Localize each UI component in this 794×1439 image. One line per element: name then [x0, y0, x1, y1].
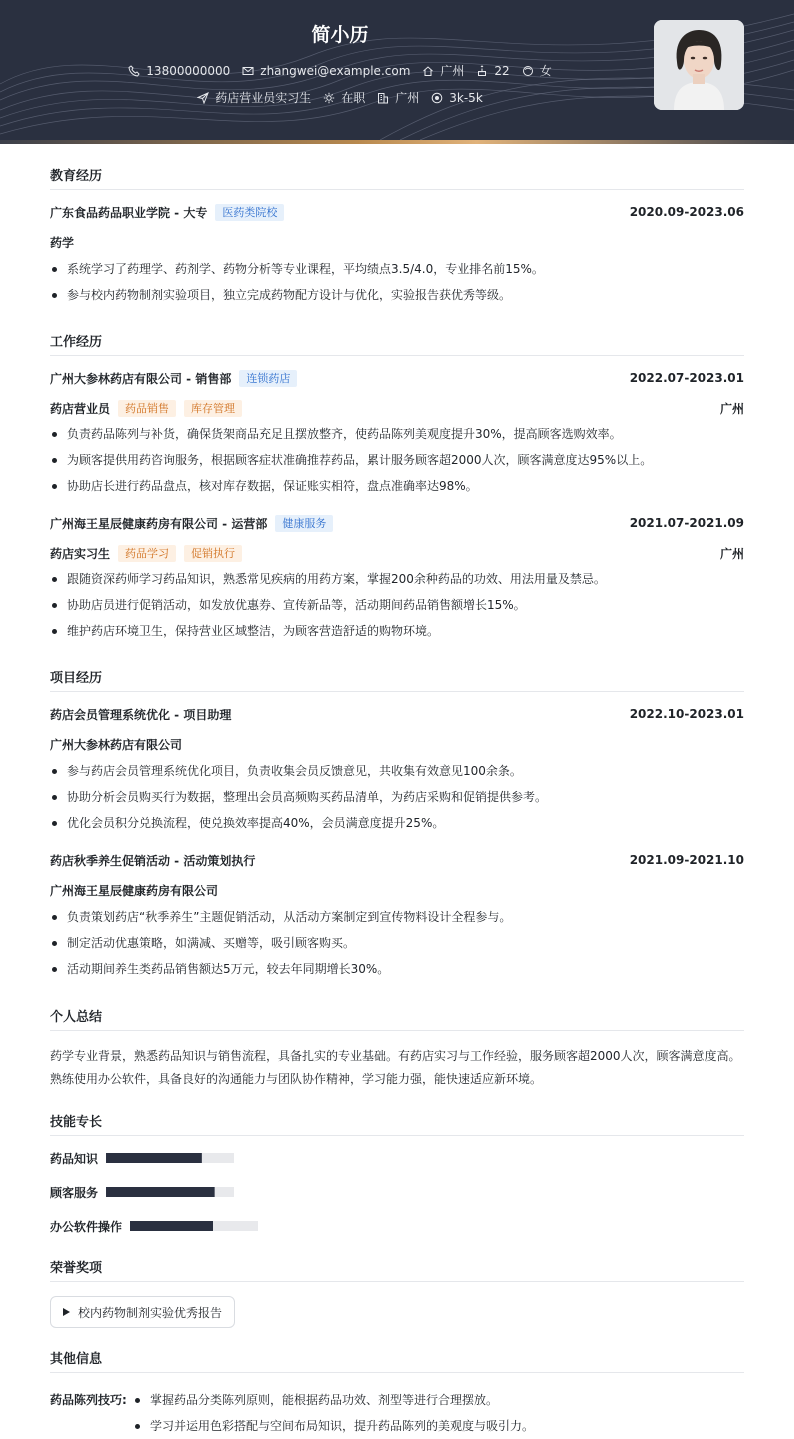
list-item: 协助分析会员购买行为数据，整理出会员高频购买药品清单，为药店采购和促销提供参考。 — [50, 784, 744, 810]
list-item: 学习并运用色彩搭配与空间布局知识，提升药品陈列的美观度与吸引力。 — [133, 1413, 534, 1439]
project-org: 广州海王星辰健康药房有限公司 — [50, 884, 219, 898]
list-item: 协助店长进行药品盘点，核对库存数据，保证账实相符，盘点准确率达98%。 — [50, 473, 744, 499]
status-text: 在职 — [341, 91, 366, 105]
other-title: 其他信息 — [50, 1348, 744, 1373]
list-item: 维护药店环境卫生，保持营业区域整洁，为顾客营造舒适的购物环境。 — [50, 618, 744, 644]
job-intent-item — [197, 89, 311, 106]
work-city-item — [377, 89, 419, 106]
mail-icon — [242, 65, 254, 77]
email-text: zhangwei@example.com — [260, 63, 411, 78]
phone-text: 13800000000 — [146, 63, 231, 78]
other-item — [50, 1387, 744, 1439]
project-bullets — [50, 758, 744, 836]
skill-name: 药品知识 — [50, 1151, 99, 1166]
skill-bar — [130, 1221, 258, 1231]
skill-bar-fill — [106, 1187, 215, 1197]
candidate-name: 简小历 — [311, 24, 369, 46]
status-icon — [323, 92, 335, 104]
skill-name: 顾客服务 — [50, 1185, 99, 1200]
avatar-portrait — [654, 20, 744, 110]
status-item — [323, 89, 365, 106]
list-item: 负责策划药店“秋季养生”主题促销活动，从活动方案制定到宣传物料设计全程参与。 — [50, 904, 744, 930]
work-bullets — [50, 421, 744, 499]
role-tag: 促销执行 — [184, 545, 242, 562]
skill-bar — [106, 1187, 234, 1197]
role-row — [50, 400, 744, 416]
role-tag: 库存管理 — [184, 400, 242, 417]
age-item — [476, 64, 509, 78]
skill-bar — [106, 1153, 234, 1163]
summary-title: 个人总结 — [50, 1006, 744, 1031]
list-item: 跟随资深药师学习药品知识，熟悉常见疾病的用药方案，掌握200余种药品的功效、用法用量及禁忌。 — [50, 566, 744, 592]
education-title: 教育经历 — [50, 165, 744, 190]
age-icon — [476, 65, 488, 77]
work-bullets — [50, 566, 744, 644]
summary-section — [50, 1006, 744, 1091]
role-tag: 药品销售 — [118, 400, 176, 417]
awards-title: 荣誉奖项 — [50, 1257, 744, 1282]
other-section — [50, 1348, 744, 1439]
list-item: 掌握药品分类陈列原则，能根据药品功效、剂型等进行合理摆放。 — [133, 1387, 534, 1413]
list-item: 参与药店会员管理系统优化项目，负责收集会员反馈意见，共收集有效意见100余条。 — [50, 758, 744, 784]
project-section — [50, 667, 744, 982]
gender-item — [522, 62, 552, 79]
age-text: 22 — [494, 63, 510, 78]
education-row — [50, 204, 744, 220]
location-text: 广州 — [440, 64, 465, 78]
project-name: 药店秋季养生促销活动 - 活动策划执行 — [50, 853, 256, 868]
phone-icon — [128, 65, 140, 77]
company-tag: 健康服务 — [275, 515, 333, 532]
gender-text: 女 — [539, 64, 552, 78]
intent-row — [0, 89, 680, 106]
skill-item — [50, 1218, 403, 1234]
project-row — [50, 706, 744, 722]
company-name: 广州大参林药店有限公司 - 销售部 — [50, 371, 232, 386]
role-tag: 药品学习 — [118, 545, 176, 562]
skill-bar-fill — [106, 1153, 202, 1163]
role-name: 药店营业员 — [50, 401, 111, 416]
list-item: 为顾客提供用药咨询服务，根据顾客症状准确推荐药品，累计服务顾客超2000人次，顾客满意度达95%以上。 — [50, 447, 744, 473]
resume-body — [50, 144, 744, 1439]
other-bullets — [133, 1387, 534, 1439]
work-date: 2022.07-2023.01 — [629, 371, 744, 385]
salary-item — [431, 91, 483, 105]
job-intent-text: 药店营业员实习生 — [215, 91, 312, 105]
project-date: 2021.09-2021.10 — [629, 853, 744, 867]
caret-right-icon — [63, 1308, 70, 1316]
summary-text: 药学专业背景，熟悉药品知识与销售流程，具备扎实的专业基础。有药店实习与工作经验，服务顾客超2000人次，顾客满意度高。熟练使用办公软件，具备良好的沟通能力与团队协作精神，学习能力强，能快速适应新环境。 — [50, 1049, 741, 1086]
list-item: 协助店员进行促销活动，如发放优惠券、宣传新品等，活动期间药品销售额增长15%。 — [50, 592, 744, 618]
project-org: 广州大参林药店有限公司 — [50, 738, 183, 752]
project-title: 项目经历 — [50, 667, 744, 692]
work-title: 工作经历 — [50, 331, 744, 356]
salary-icon — [431, 92, 443, 104]
education-bullets — [50, 256, 744, 308]
work-city-text: 广州 — [395, 91, 420, 105]
skill-item — [50, 1184, 403, 1200]
major: 药学 — [50, 236, 75, 250]
award-text: 校内药物制剂实验优秀报告 — [78, 1305, 223, 1320]
resume-header — [0, 0, 794, 140]
project-date: 2022.10-2023.01 — [629, 707, 744, 721]
awards-section — [50, 1257, 744, 1328]
skill-name: 办公软件操作 — [50, 1219, 123, 1234]
work-row — [50, 515, 744, 531]
education-date: 2020.09-2023.06 — [629, 205, 744, 219]
email-item — [242, 64, 410, 78]
other-label: 药品陈列技巧: — [50, 1393, 127, 1407]
list-item: 负责药品陈列与补货，确保货架商品充足且摆放整齐，使药品陈列美观度提升30%，提高顾客选购效率。 — [50, 421, 744, 447]
gender-icon — [522, 65, 534, 77]
work-row — [50, 370, 744, 386]
phone-item — [128, 64, 230, 78]
school-tag: 医药类院校 — [215, 204, 284, 221]
skills-section — [50, 1111, 744, 1252]
building-icon — [377, 92, 389, 104]
send-icon — [197, 92, 209, 104]
company-name: 广州海王星辰健康药房有限公司 - 运营部 — [50, 516, 268, 531]
skill-item — [50, 1150, 403, 1166]
list-item: 系统学习了药理学、药剂学、药物分析等专业课程，平均绩点3.5/4.0，专业排名前15%。 — [50, 256, 744, 282]
work-city: 广州 — [719, 401, 744, 416]
list-item: 优化会员积分兑换流程，使兑换效率提高40%，会员满意度提升25%。 — [50, 810, 744, 836]
award-toggle[interactable] — [50, 1296, 235, 1328]
role-row — [50, 545, 744, 561]
salary-text: 3k-5k — [449, 90, 483, 105]
school-name: 广东食品药品职业学院 - 大专 — [50, 205, 208, 220]
skills-list — [50, 1150, 744, 1252]
work-section — [50, 331, 744, 644]
list-item: 参与校内药物制剂实验项目，独立完成药物配方设计与优化，实验报告获优秀等级。 — [50, 282, 744, 308]
skills-title: 技能专长 — [50, 1111, 744, 1136]
company-tag: 连锁药店 — [239, 370, 297, 387]
role-name: 药店实习生 — [50, 546, 111, 561]
project-row — [50, 852, 744, 868]
education-section — [50, 165, 744, 308]
work-date: 2021.07-2021.09 — [629, 516, 744, 530]
list-item: 制定活动优惠策略，如满减、买赠等，吸引顾客购买。 — [50, 930, 744, 956]
avatar — [654, 20, 744, 110]
contact-row — [0, 62, 680, 79]
home-icon — [422, 65, 434, 77]
list-item: 活动期间养生类药品销售额达5万元，较去年同期增长30%。 — [50, 956, 744, 982]
skill-bar-fill — [130, 1221, 213, 1231]
project-name: 药店会员管理系统优化 - 项目助理 — [50, 707, 232, 722]
location-item — [422, 62, 464, 79]
work-city: 广州 — [719, 546, 744, 561]
project-bullets — [50, 904, 744, 982]
